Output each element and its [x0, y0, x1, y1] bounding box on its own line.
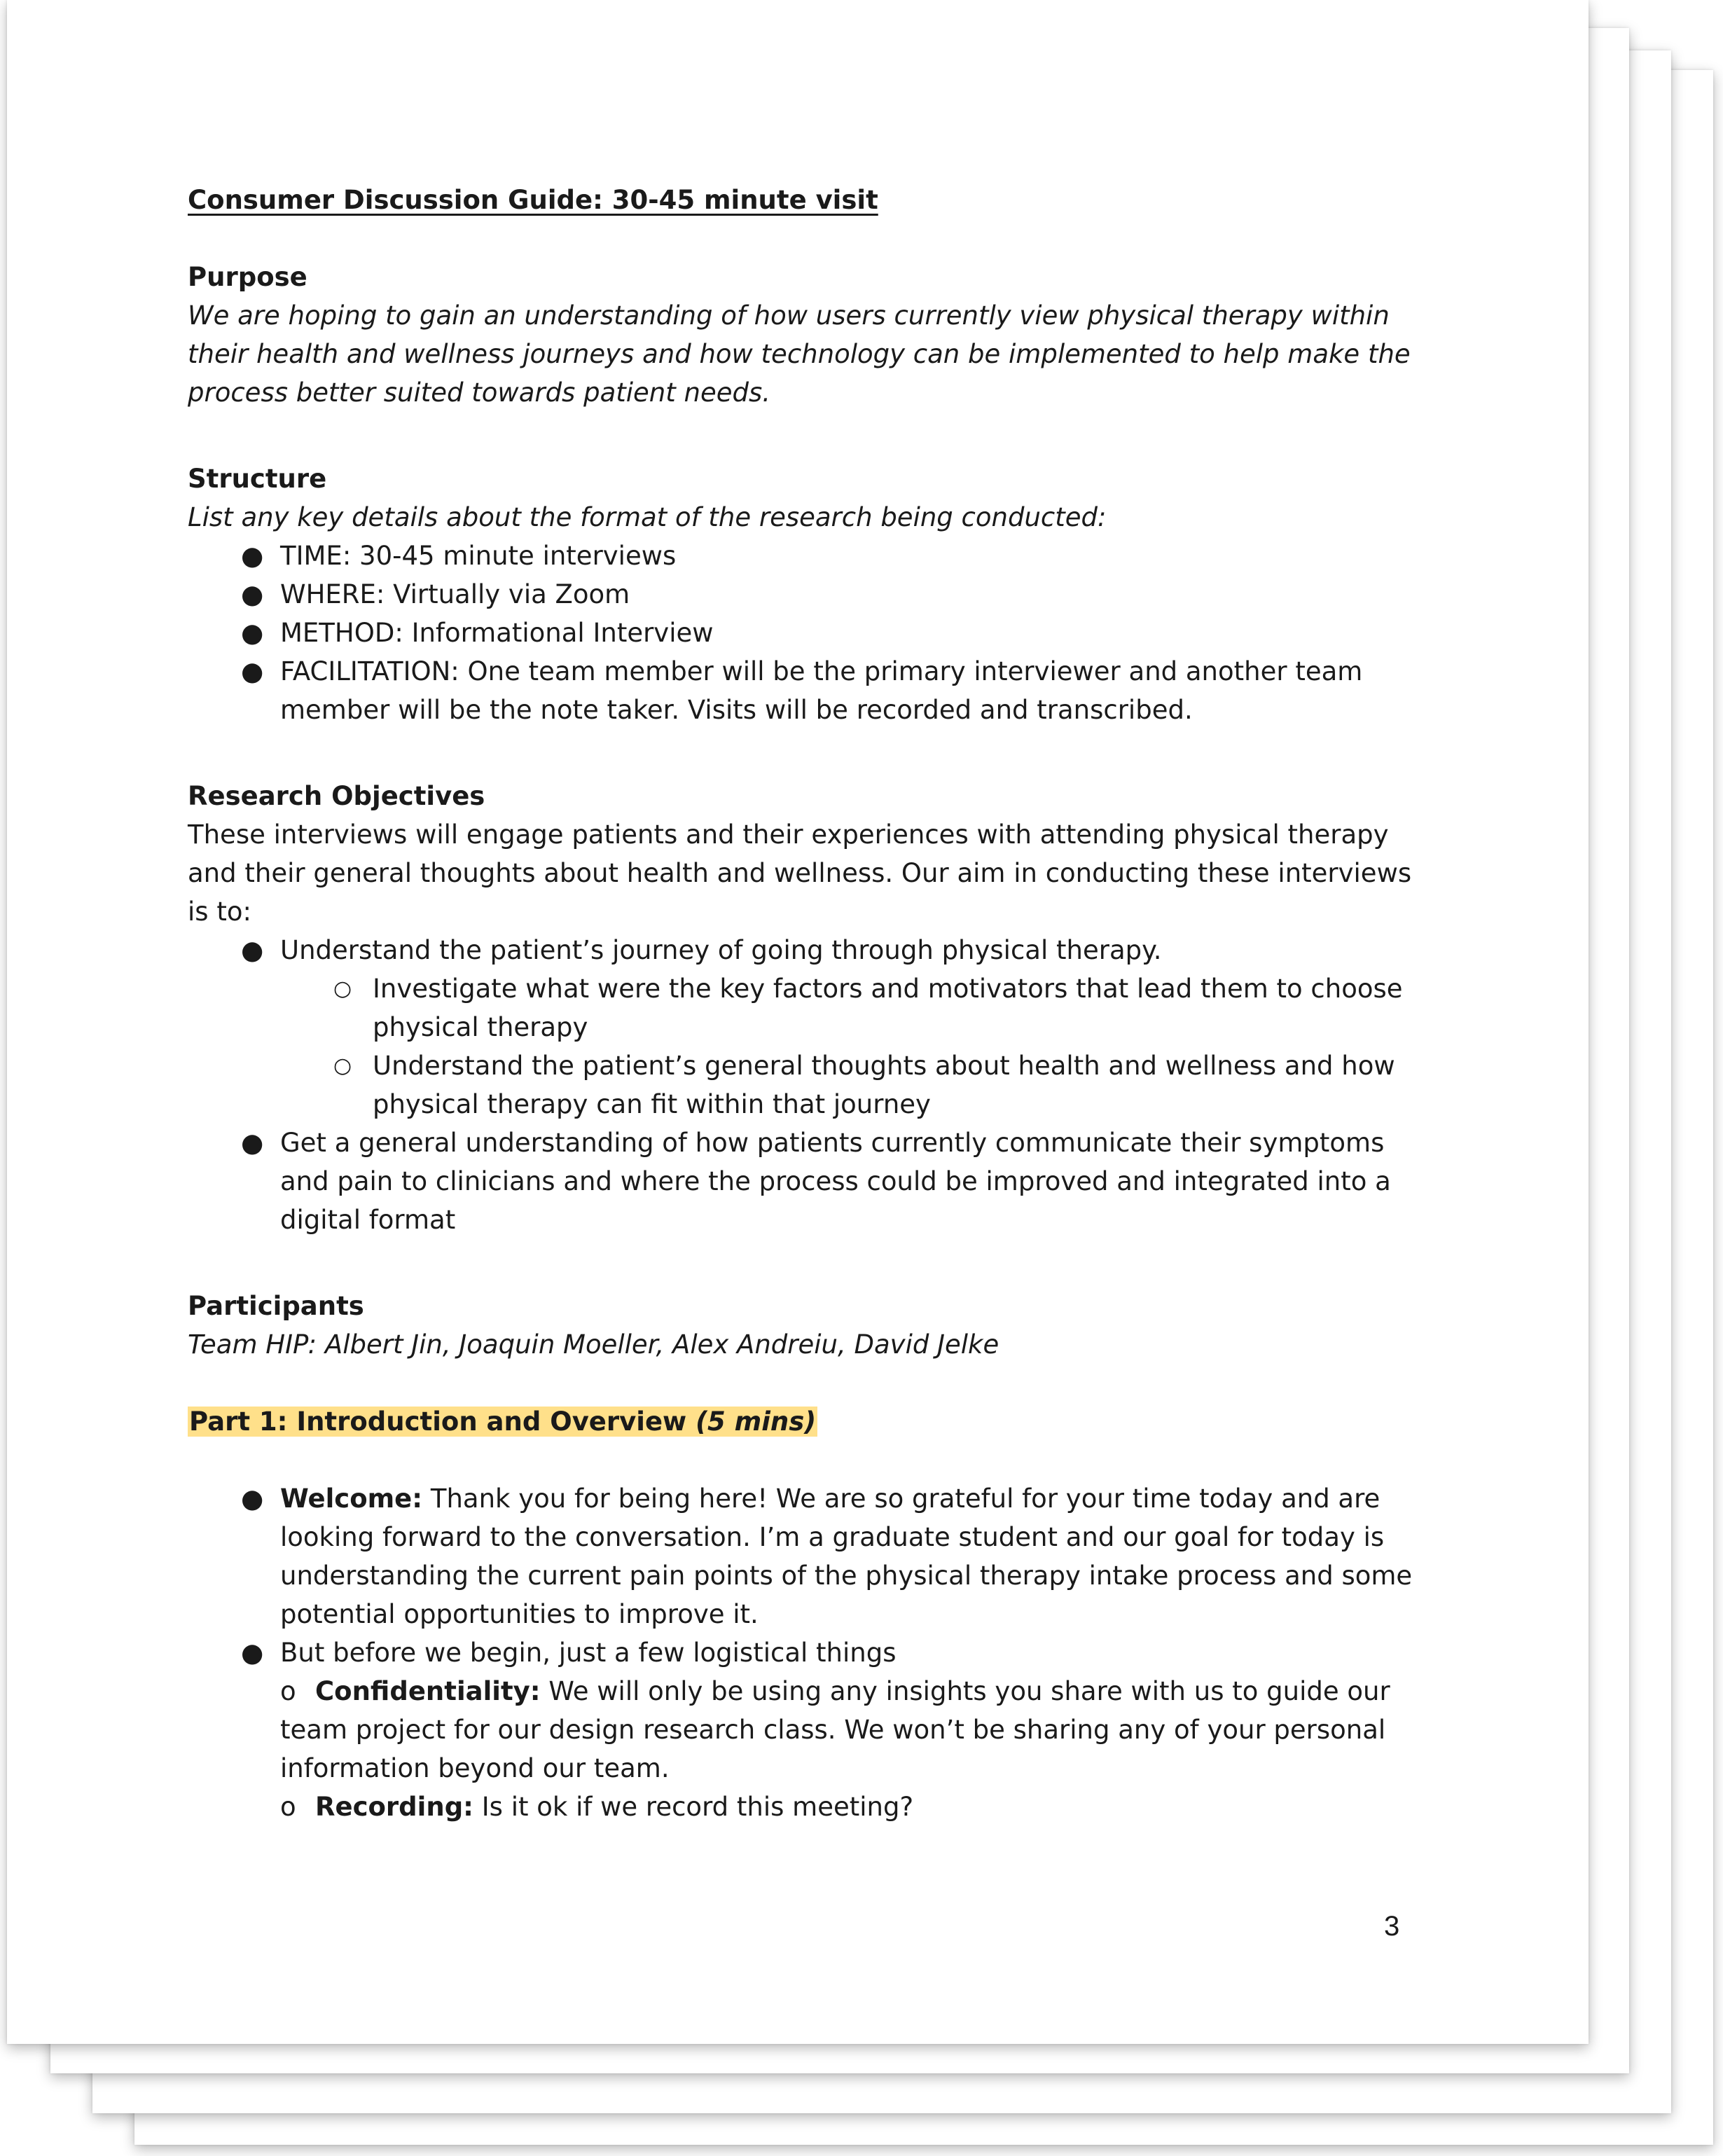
list-item: ● FACILITATION: One team member will be the primary interviewer and another team member will be the note taker. Visits will be recorded and transcribed. — [188, 652, 1420, 729]
structure-heading: Structure — [188, 464, 327, 494]
list-item: ● But before we begin, just a few logistical things o Confidentiality: We will only be using any insights you share with us to guide our team project for our design research class. We won’t be sharing any of your personal information beyond our team. o Recording: Is it ok if we record this meeting? — [188, 1633, 1420, 1826]
participants-text: Team HIP: Albert Jin, Joaquin Moeller, Alex Andreiu, David Jelke — [188, 1329, 999, 1360]
bullet-icon: ● — [241, 1484, 264, 1514]
bullet-icon: ● — [241, 935, 264, 965]
purpose-text: We are hoping to gain an understanding of how users currently view physical therapy within their health and wellness journeys and how technology can be implemented to help make the process better suited towards patient needs. — [188, 300, 1411, 408]
recording-item: o Recording: Is it ok if we record this meeting? — [280, 1788, 1420, 1826]
list-item: ● TIME: 30-45 minute interviews — [188, 537, 1420, 575]
purpose-heading: Purpose — [188, 262, 307, 292]
bullet-icon: ● — [241, 541, 264, 571]
objectives-intro: These interviews will engage patients and their experiences with attending physical therapy and their general thoughts about health and wellness. Our aim in conducting these interviews is to: — [188, 820, 1412, 927]
list-item: ● WHERE: Virtually via Zoom — [188, 575, 1420, 614]
list-item: ● Understand the patient’s journey of going through physical therapy. ○ Investigate what were the key factors and motivators that lead them to choose physical therapy ○ Understand the patient’s general thoughts about health and wellness and how physical therapy can fit within that journey — [188, 931, 1420, 1124]
structure-list — [188, 537, 1420, 729]
confidentiality-item: o Confidentiality: We will only be using any insights you share with us to guide our team project for our design research class. We won’t be sharing any of your personal information beyond our team. — [280, 1672, 1420, 1788]
page-number: 3 — [1384, 1911, 1400, 1942]
objectives-list — [188, 931, 1420, 1239]
part1-list — [188, 1479, 1420, 1826]
bullet-icon: ● — [241, 618, 264, 648]
structure-intro: List any key details about the format of the research being conducted: — [188, 502, 1107, 532]
objectives-heading: Research Objectives — [188, 781, 485, 811]
o-bullet-icon: o — [280, 1792, 296, 1822]
list-item: ○ Understand the patient’s general thoughts about health and wellness and how physical therapy can fit within that journey — [188, 1046, 1420, 1124]
circle-bullet-icon: ○ — [333, 1053, 352, 1078]
list-item: ○ Investigate what were the key factors and motivators that lead them to choose physical therapy — [188, 969, 1420, 1046]
bullet-icon: ● — [241, 656, 264, 686]
circle-bullet-icon: ○ — [333, 976, 352, 1001]
o-bullet-icon: o — [280, 1676, 296, 1706]
bullet-icon: ● — [241, 1128, 264, 1158]
list-item: ● METHOD: Informational Interview — [188, 614, 1420, 652]
list-item: ● Welcome: Thank you for being here! We are so grateful for your time today and are looking forward to the conversation. I’m a graduate student and our goal for today is understanding the current pain points of the physical therapy intake process and some potential opportunities to improve it. — [188, 1479, 1420, 1633]
document-title: Consumer Discussion Guide: 30-45 minute visit — [188, 185, 878, 215]
part1-heading: Part 1: Introduction and Overview (5 mins) — [189, 1407, 817, 1437]
participants-heading: Participants — [188, 1291, 364, 1321]
bullet-icon: ● — [241, 579, 264, 609]
bullet-icon: ● — [241, 1638, 264, 1668]
objectives-sublist — [188, 969, 1420, 1124]
page-content — [188, 181, 1420, 1826]
list-item: ● Get a general understanding of how patients currently communicate their symptoms and pain to clinicians and where the process could be improved and integrated into a digital format — [188, 1124, 1420, 1239]
